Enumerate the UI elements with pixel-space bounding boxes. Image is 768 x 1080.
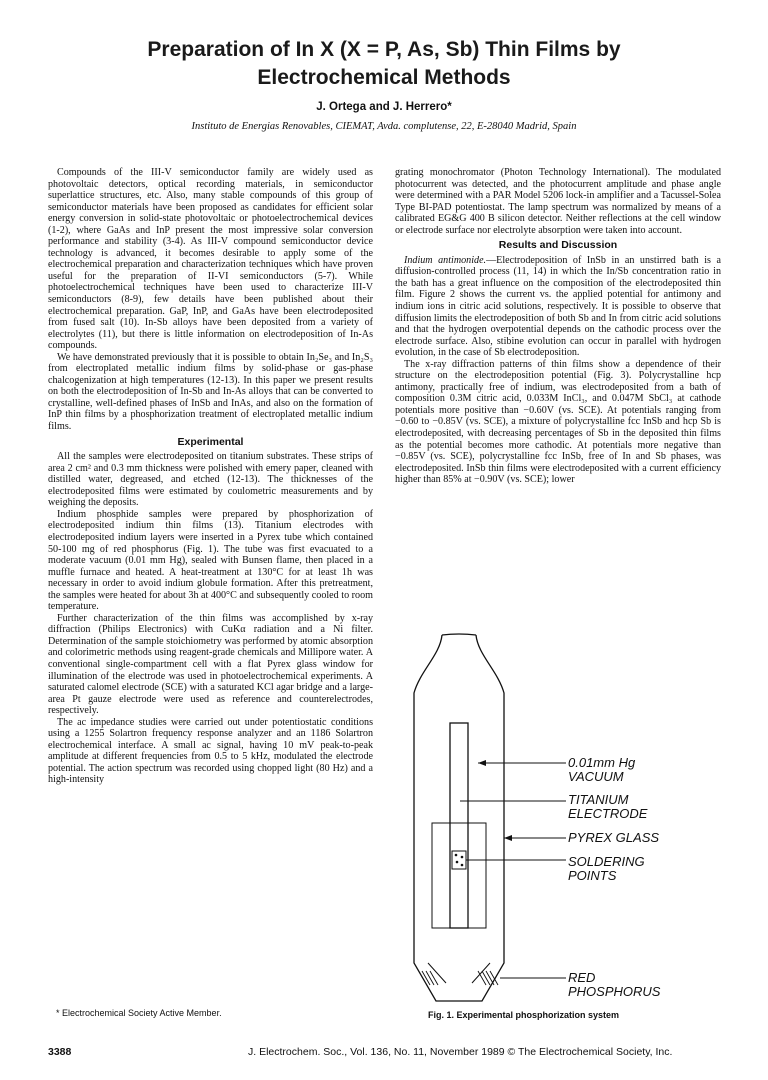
label-red-line1: RED (568, 970, 596, 985)
experimental-paragraph: All the samples were electrodeposited on titanium substrates. These strips of area 2 cm² and 0.3 mm thickness were polished with emery paper, cleaned with distilled water, degreased, and etched (12-13). The thicknesses of the electrodeposited films were estimated by coulometric measurements and by weighing the deposits. (48, 451, 373, 509)
results-text: —Electrodeposition of InSb in an unstirred bath is a diffusion-controlled process (11, 14) in which the In/Sb concentration ratio in the bath has a great influence on the composition of the electrodeposited thin film. Figure 2 shows the current vs. the applied potential for antimony and indium ions in citric acid solutions, respectively. It is possible to observe that diffusion limits the electrodeposition of both Sb and In from citric acid solutions and that the hydrogen overpotential depends on the cathodic process over the electrode surface. Also, stibine evolution can occur in parallel with hydrogen evolution, in the case of Sb electrodeposition. (395, 254, 721, 359)
title-line-1: Preparation of In X (X = P, As, Sb) Thin Films by (147, 38, 621, 61)
label-vacuum-line1: 0.01mm Hg (568, 755, 636, 770)
page-number: 3388 (48, 1046, 72, 1058)
journal-citation: J. Electrochem. Soc., Vol. 136, No. 11, November 1989 © The Electrochemical Society, Inc. (248, 1046, 673, 1058)
label-vacuum-line2: VACUUM (568, 769, 624, 784)
experimental-paragraph: Indium phosphide samples were prepared by phosphorization of electrodeposited indium thin films (13). Titanium electrodes with electrodeposited indium layers were inserted in a Pyrex tube which contained 50-100 mg of red phosphorus (Fig. 1). The tube was first evacuated to a moderate vacuum (0.01 mm Hg), sealed with Bunsen flame, then placed in a muffle furnace and heated. A heat-treatment at 130°C for at least 1h was necessary in order to avoid indium globule formation. After this pretreatment, the samples were heated for about 3h at 400°C and subsequently cooled to room temperature. (48, 508, 373, 613)
subsection-lead: Indium antimonide. (404, 254, 487, 266)
affiliation: Instituto de Energias Renovables, CIEMAT, Avda. complutense, 22, E-28040 Madrid, Spain (191, 121, 577, 132)
paper-title (60, 36, 708, 92)
intro-paragraph: Compounds of the III-V semiconductor family are widely used as photovoltaic detectors, optical recording materials, in semiconductor superlattice structures, etc. Also, many stable compounds of this group of semiconductor materials have been proposed as candidates for efficient solar energy conversion in solid-state photovoltaic or photoelectrochemical devices (1-2), where GaAs and InP present the most impressive solar conversion performance and stability (3-4). As III-V compound semiconductor device technology is advanced, it becomes desirable to apply some of the electrochemical preparation and characterization techniques which have proven useful for the preparation of II-VI semiconductors (5-7). While photoelectrochemical techniques have been used to characterize III-V semiconductors (8-9), few details have been published about their electrochemical preparation. GaP, InP, and GaAs have been electrodeposited from fused salt (10). In-Sb alloys have been deposited from a variety of electrolytes (11), but there is little information on electrodeposition of In-As compounds. (48, 167, 373, 352)
label-titanium-electrode (568, 793, 647, 821)
label-pyrex-glass (568, 831, 659, 845)
footnote: * Electrochemical Society Active Member. (56, 1008, 222, 1018)
results-paragraph: The x-ray diffraction patterns of thin films show a dependence of their structure on the electrodeposition potential (Fig. 3). Polycrystalline hcp antimony, practically free of indium, was electrodeposited from a bath of composition 0.3M citric acid, 0.033M InCl₃, and 0.047M SbCl₃ at cathode potentials more positive than −0.60V (vs. SCE). At potentials ranging from −0.60 to −0.85V (vs. SCE), a mixture of polycrystalline fcc InSb and hcp Sb is electrodeposited, with decreasing percentages of Sb in the deposited thin films as the potential becomes more cathodic. At potentials more negative than −0.85V (vs. SCE), polycrystalline fcc InSb, free of In and Sb phases, was electrodeposited. InSb thin films were electrodeposited with a current efficiency higher than 85% at −0.90V (vs. SCE); lower (395, 358, 721, 486)
label-pyrex-line: PYREX GLASS (568, 830, 660, 845)
label-titanium-line1: TITANIUM (568, 792, 629, 807)
label-red-phosphorus (568, 971, 660, 999)
intro-paragraph: We have demonstrated previously that it is possible to obtain In₂Se₃ and In₂S₃ from electroplated metallic indium films by solid-phase or gas-phase chalcogenization at high temperatures (12-13). In this paper we present results on both the electrodeposition of In-Sb and In-As alloys that can be converted to crystalline, well-defined phases of InSb and InAs, and also on the formation of InP thin films by a phosphorization treatment of electroplated metallic indium films. (48, 351, 373, 433)
label-vacuum (568, 756, 635, 784)
label-solder-line1: SOLDERING (568, 854, 645, 869)
title-line-2: Electrochemical Methods (257, 66, 511, 89)
label-solder-line2: POINTS (568, 868, 617, 883)
figure-caption: Fig. 1. Experimental phosphorization system (428, 1010, 620, 1020)
right-column (395, 167, 721, 486)
pyrex-tube-diagram (400, 633, 720, 1013)
section-heading-results: Results and Discussion (498, 239, 618, 252)
left-column (48, 167, 373, 786)
figure-phosphorization-system (400, 633, 720, 1013)
label-red-line2: PHOSPHORUS (568, 984, 661, 999)
continued-paragraph: grating monochromator (Photon Technology International). The modulated photocurrent was detected, and the photocurrent amplitude and phase angle were determined with a PAR Model 5206 lock-in amplifier and a Tacussel-Solea Type BI-PAD potentiostat. The lamp spectrum was normalized by means of a calibrated EG&G 400 B silicon detector. Neither reflections at the cell window or electrode surface nor electrolyte absorption were taken into account. (395, 167, 721, 236)
section-heading-experimental: Experimental (177, 435, 244, 448)
authors: J. Ortega and J. Herrero* (316, 101, 452, 113)
experimental-paragraph: The ac impedance studies were carried out under potentiostatic conditions using a 1255 Solartron frequency response analyzer and an 1186 Solartron electrochemical interface. A small ac signal, having 10 mV peak-to-peak amplitude at different frequencies from 0.5 to 5 kHz, modulated the electrode potential. The action spectrum was recorded using chopped light (80 Hz) and a high-intensity (48, 716, 373, 786)
experimental-paragraph: Further characterization of the thin films was accomplished by x-ray diffraction (Philips Electronics) with CuKα radiation and a Ni filter. Determination of the sample stoichiometry was performed by atomic absorption and colorimetric methods using reagent-grade chemicals and Millipore water. A conventional single-compartment cell with a flat Pyrex glass window for illumination of the electrode was used in photoelectrochemical experiments. A saturated calomel electrode (SCE) with a saturated KCl agar bridge and a large-area Pt gauze electrode were used as reference and counterelectrodes, respectively. (48, 612, 373, 717)
label-soldering-points (568, 855, 645, 883)
results-paragraph (395, 255, 721, 359)
label-titanium-line2: ELECTRODE (568, 806, 648, 821)
